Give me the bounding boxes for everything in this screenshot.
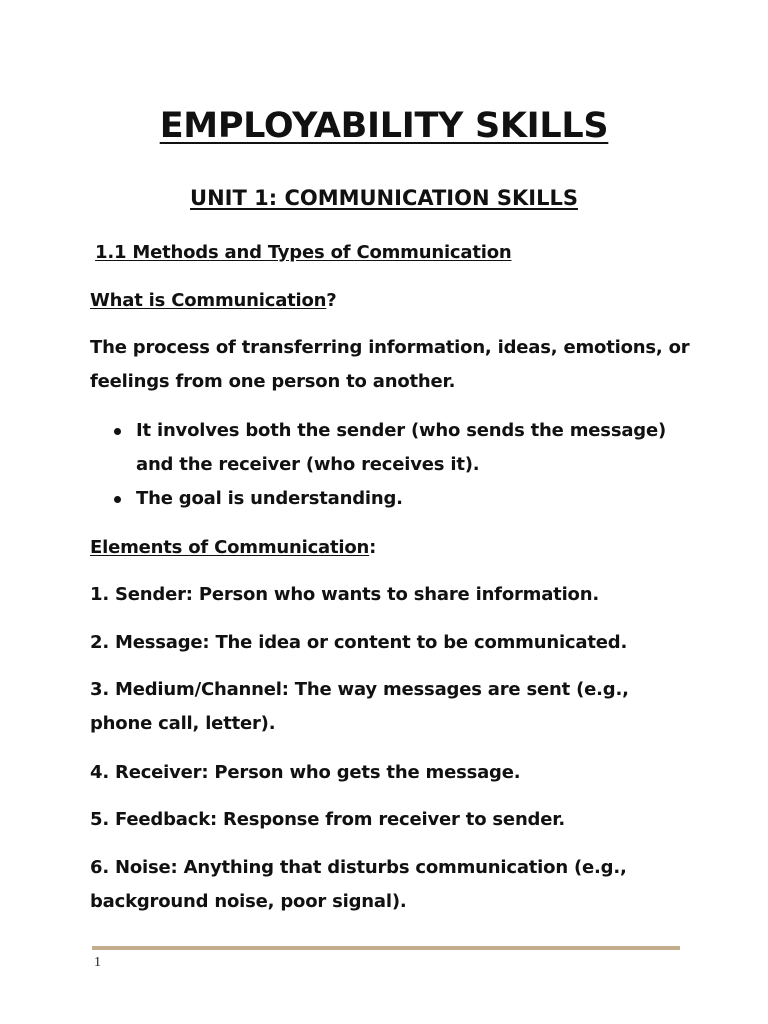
unit-heading: UNIT 1: COMMUNICATION SKILLS xyxy=(190,186,578,210)
element-item-medium: 3. Medium/Channel: The way messages are sent (e.g., phone call, letter). xyxy=(90,679,629,734)
element-item-message: 2. Message: The idea or content to be communicated. xyxy=(90,632,628,653)
page-number: 1 xyxy=(94,955,101,970)
question-heading-text: What is Communication xyxy=(90,290,327,311)
element-item-feedback: 5. Feedback: Response from receiver to sender. xyxy=(90,809,565,830)
section-heading xyxy=(95,236,695,270)
question-mark: ? xyxy=(326,290,337,311)
bullet-list xyxy=(90,414,690,516)
definition-paragraph: The process of transferring information, ideas, emotions, or feelings from one person to another. xyxy=(90,337,690,392)
elements-heading xyxy=(90,531,690,565)
footer-divider xyxy=(92,946,680,950)
elements-heading-colon: : xyxy=(369,537,377,558)
element-item-sender: 1. Sender: Person who wants to share information. xyxy=(90,584,599,605)
element-item-noise: 6. Noise: Anything that disturbs communication (e.g., background noise, poor signal). xyxy=(90,857,627,912)
document-title: EMPLOYABILITY SKILLS xyxy=(159,106,609,146)
bullet-text: It involves both the sender (who sends the message) and the receiver (who receives it). xyxy=(136,420,667,475)
section-heading-text: 1.1 Methods and Types of Communication xyxy=(95,242,512,263)
bullet-item xyxy=(90,482,690,516)
element-item-receiver: 4. Receiver: Person who gets the message. xyxy=(90,762,521,783)
bullet-text: The goal is understanding. xyxy=(136,488,403,509)
bullet-dot-icon xyxy=(114,428,121,435)
bullet-item xyxy=(90,414,690,482)
elements-heading-text: Elements of Communication xyxy=(90,537,370,558)
question-heading xyxy=(90,284,690,318)
bullet-dot-icon xyxy=(114,496,121,503)
